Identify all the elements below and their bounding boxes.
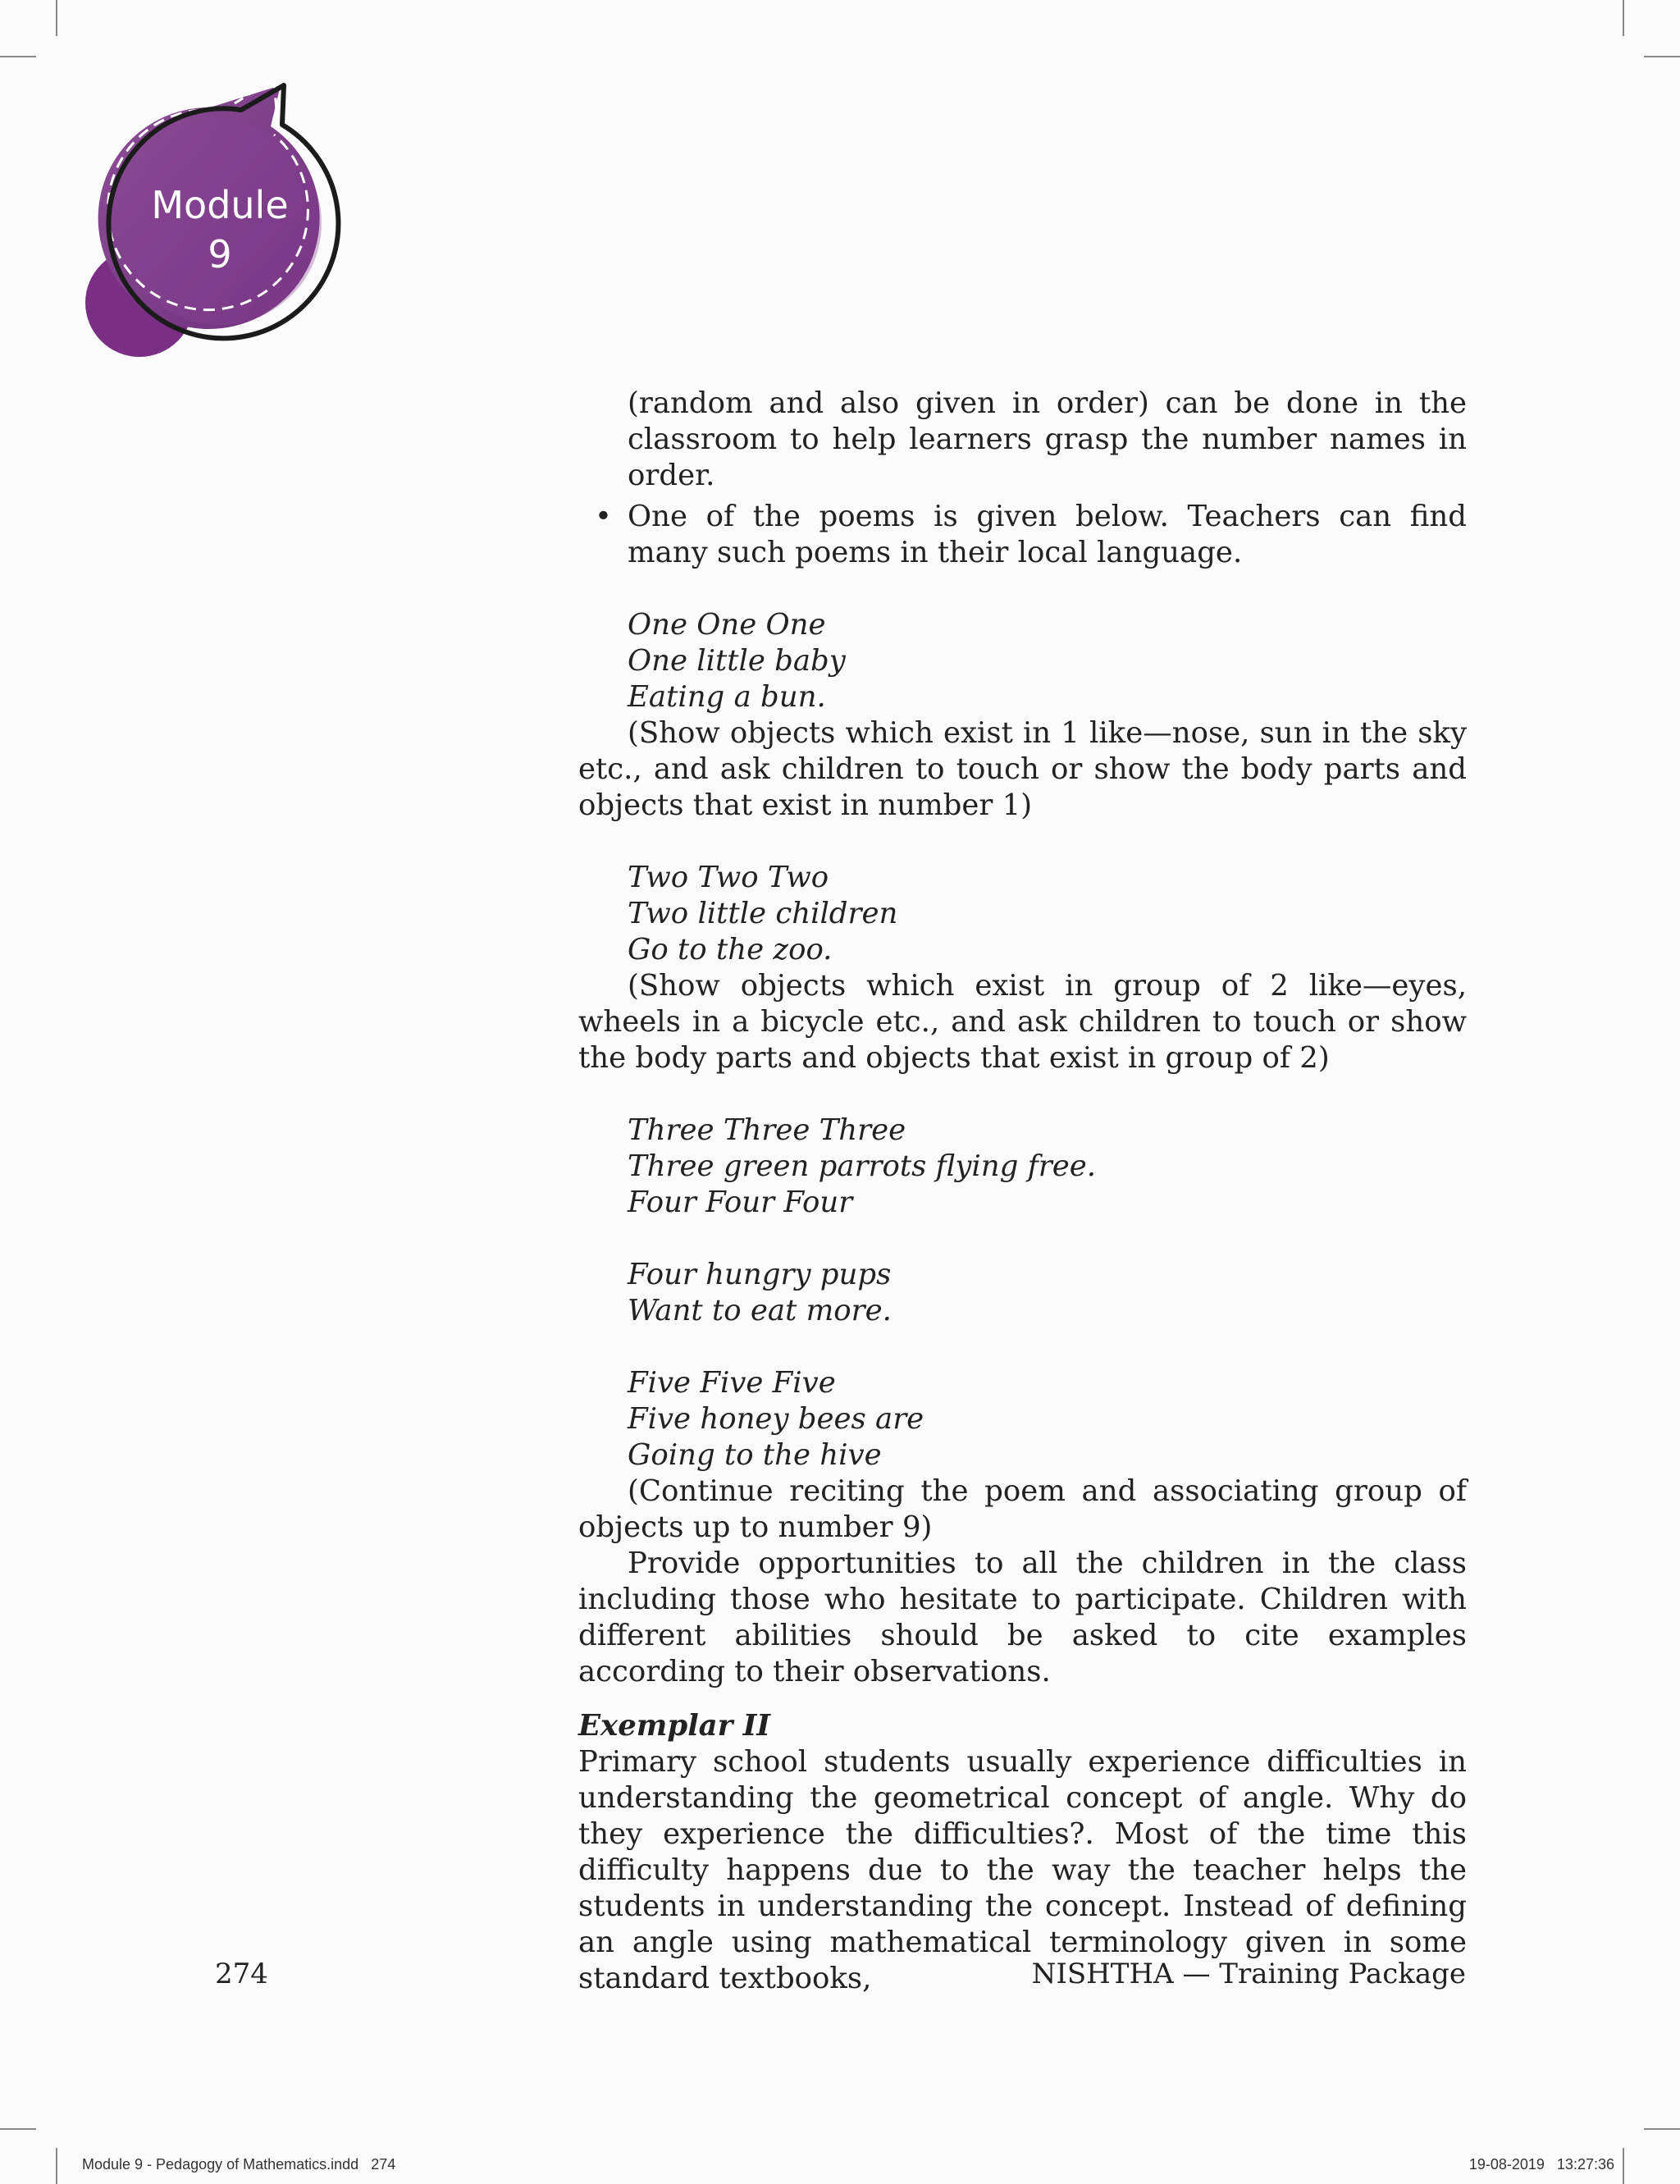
page-number: 274 [215, 1958, 268, 1990]
running-footer-title: NISHTHA — Training Package [1031, 1958, 1466, 1990]
poem-line: Three green parrots flying free. [628, 1149, 1097, 1183]
crop-mark-bottom-right-v [1623, 2148, 1624, 2184]
crop-mark-top-right-h [1644, 56, 1680, 57]
bullet-item [578, 499, 1467, 571]
print-slug-file: Module 9 - Pedagogy of Mathematics.indd 274 [82, 2156, 396, 2173]
poem-line: Eating a bun. [628, 680, 826, 714]
crop-mark-bottom-left-v [56, 2148, 57, 2184]
crop-mark-top-right-v [1623, 0, 1624, 36]
poem-line: One One One [628, 608, 826, 642]
continued-paragraph: (random and also given in order) can be done in the classroom to help learners grasp the number names in order. [628, 386, 1467, 492]
poem-line: Two little children [628, 897, 898, 930]
module-number: 9 [208, 232, 232, 276]
instruction-paragraph: (Show objects which exist in group of 2 like—eyes, wheels in a bicycle etc., and ask children to touch or show the body parts and objects that exist in group of 2) [578, 969, 1467, 1075]
poem-line: Two Two Two [628, 861, 829, 894]
print-slug-timestamp: 19-08-2019 13:27:36 [1468, 2156, 1614, 2173]
section-heading: Exemplar II [578, 1709, 770, 1743]
instruction-paragraph: (Continue reciting the poem and associating group of objects up to number 9) [578, 1474, 1467, 1544]
crop-mark-bottom-left-h [0, 2128, 36, 2130]
instruction-paragraph: (Show objects which exist in 1 like—nose, sun in the sky etc., and ask children to touch or show the body parts and objects that exist in number 1) [578, 716, 1467, 822]
bullet-dot: • [595, 500, 612, 533]
crop-mark-top-left-v [56, 0, 57, 36]
module-word: Module [151, 183, 289, 227]
poem-line: Going to the hive [628, 1438, 882, 1472]
poem-line: Five honey bees are [628, 1402, 924, 1436]
module-label [105, 180, 335, 279]
bullet-text: One of the poems is given below. Teachers can find many such poems in their local language. [628, 500, 1467, 569]
poem-line: Go to the zoo. [628, 933, 833, 966]
crop-mark-bottom-right-h [1644, 2128, 1680, 2130]
poem-line: Five Five Five [628, 1366, 836, 1400]
body-paragraph: Primary school students usually experience difficulties in understanding the geometrical concept of angle. Why do they experience the difficulties?. Most of the time this difficulty happens due to the way the teacher helps the students in understanding the concept. Instead of defining an angle using mathematical terminology given in some standard textbooks, [578, 1745, 1467, 1995]
poem-line: One little baby [628, 644, 846, 678]
page-body [578, 386, 1467, 1997]
crop-mark-top-left-h [0, 56, 36, 57]
body-paragraph: Provide opportunities to all the children in the class including those who hesitate to participate. Children with different abilities should be asked to cite examples according to their observations. [578, 1547, 1467, 1688]
poem-line: Four Four Four [628, 1186, 853, 1219]
poem-line: Want to eat more. [628, 1294, 892, 1327]
poem-line: Three Three Three [628, 1113, 906, 1147]
poem-line: Four hungry pups [628, 1258, 892, 1291]
